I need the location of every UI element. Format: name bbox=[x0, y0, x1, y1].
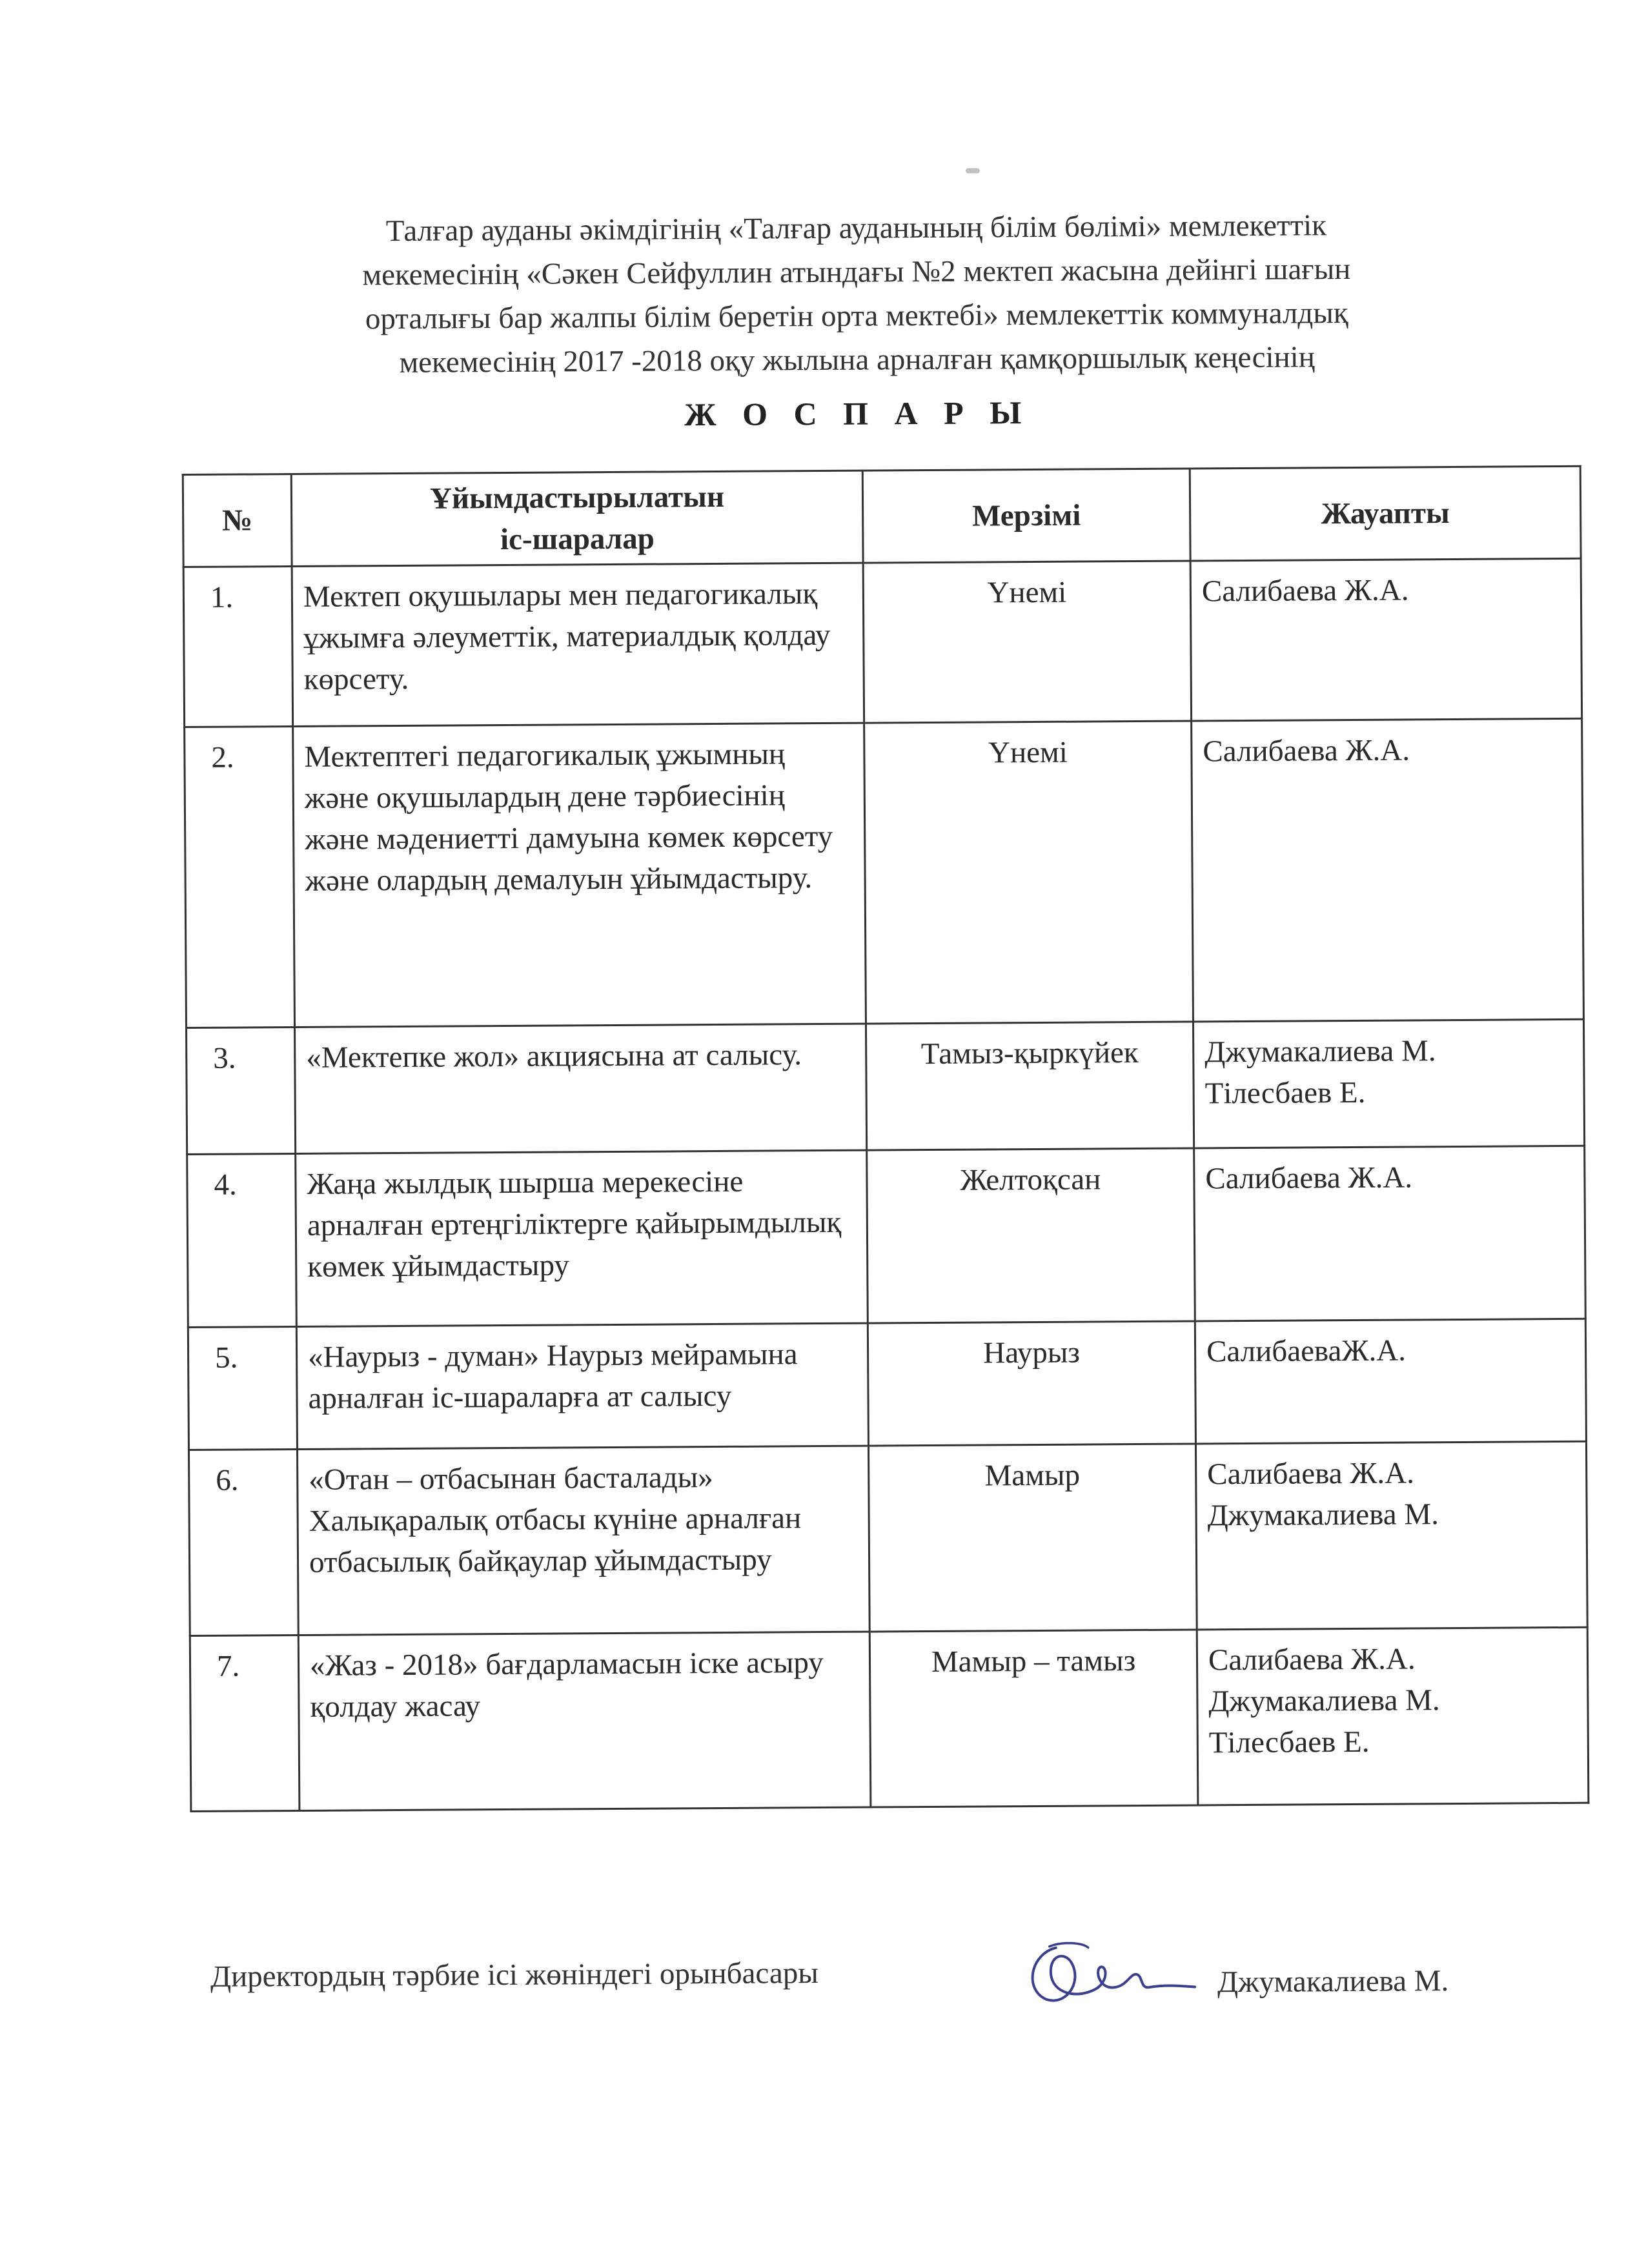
row-num: 3. bbox=[187, 1027, 296, 1154]
row-responsible: Салибаева Ж.А. bbox=[1194, 1146, 1586, 1321]
header-responsible: Жауапты bbox=[1190, 466, 1581, 561]
row-num: 1. bbox=[183, 567, 293, 727]
table-row bbox=[187, 1146, 1586, 1327]
row-activity: «Жаз - 2018» бағдарламасын іске асыру қолдау жасау bbox=[298, 1632, 871, 1810]
table-row bbox=[188, 1441, 1587, 1635]
plan-table bbox=[182, 465, 1590, 1812]
row-deadline: Мамыр – тамыз bbox=[869, 1630, 1198, 1807]
row-responsible: Салибаева Ж.А. bbox=[1192, 718, 1584, 1022]
table-row bbox=[190, 1627, 1589, 1811]
row-deadline: Тамыз-қыркүйек bbox=[866, 1022, 1194, 1150]
row-deadline: Мамыр bbox=[868, 1444, 1197, 1632]
row-deadline: Желтоқсан bbox=[867, 1148, 1195, 1323]
table-row bbox=[188, 1319, 1586, 1450]
row-num: 4. bbox=[187, 1153, 297, 1327]
row-deadline: Үнемі bbox=[864, 721, 1194, 1024]
row-num: 7. bbox=[190, 1635, 300, 1811]
row-responsible: Салибаева Ж.А. bbox=[1190, 558, 1582, 721]
row-num: 2. bbox=[185, 727, 295, 1028]
row-deadline: Наурыз bbox=[868, 1321, 1195, 1446]
row-deadline: Үнемі bbox=[863, 561, 1192, 723]
scan-speck bbox=[966, 168, 980, 173]
row-num: 5. bbox=[188, 1326, 297, 1450]
document-header bbox=[227, 203, 1487, 386]
row-activity: «Мектепке жол» акциясына ат салысу. bbox=[294, 1024, 866, 1153]
row-responsible: Салибаева Ж.А. Джумакалиева М. bbox=[1195, 1441, 1587, 1630]
table-row bbox=[185, 718, 1584, 1028]
row-activity: Жаңа жылдық шырша мерекесіне арналған ертеңгіліктерге қайырымдылық көмек ұйымдастыру bbox=[296, 1150, 868, 1326]
signatory-name: Джумакалиева М. bbox=[1217, 1964, 1449, 2000]
header-num: № bbox=[183, 474, 292, 567]
header-line-2: мекемесінің «Сәкен Сейфуллин атындағы №2 мектеп жасына дейінгі шағын bbox=[362, 252, 1351, 292]
row-activity: Мектептегі педагогикалық ұжымның және оқушылардың дене тәрбиесінің және мәдениетті дамуына көмек көрсету және олардың демалуын ұйымдастыру. bbox=[293, 723, 866, 1027]
row-responsible: Джумакалиева М. Тілесбаев Е. bbox=[1193, 1019, 1584, 1148]
signatory-position: Директордың тәрбие ісі жөніндегі орынбасары bbox=[210, 1956, 818, 1994]
row-num: 6. bbox=[188, 1449, 298, 1635]
row-activity: «Наурыз - думан» Наурыз мейрамына арналған іс-шараларға ат салысу bbox=[296, 1323, 868, 1449]
header-line-3: орталығы бар жалпы білім беретін орта мектебі» мемлекеттік коммуналдық bbox=[365, 296, 1348, 336]
row-activity: «Отан – отбасынан басталады» Халықаралық отбасы күніне арналған отбасылық байқаулар ұйымдастыру bbox=[297, 1446, 869, 1635]
signature-block bbox=[210, 1925, 1534, 2030]
row-responsible: СалибаеваЖ.А. bbox=[1195, 1319, 1586, 1444]
table-row bbox=[187, 1019, 1585, 1154]
header-activity: Ұйымдастырылатын іс-шаралар bbox=[291, 471, 863, 566]
table-header-row bbox=[183, 466, 1581, 567]
header-deadline: Мерзімі bbox=[862, 469, 1190, 563]
header-line-4: мекемесінің 2017 -2018 оқу жылына арналған қамқоршылық кеңесінің bbox=[399, 340, 1316, 380]
plan-title: Ж О С П А Р Ы bbox=[684, 394, 1031, 433]
row-responsible: Салибаева Ж.А. Джумакалиева М. Тілесбаев Е. bbox=[1197, 1627, 1589, 1805]
table-row bbox=[183, 558, 1581, 727]
row-activity: Мектеп оқушылары мен педагогикалық ұжымға әлеуметтік, материалдық қолдау көрсету. bbox=[292, 563, 864, 726]
header-line-1: Талғар ауданы әкімдігінің «Талғар ауданының білім бөлімі» мемлекеттік bbox=[385, 208, 1327, 248]
handwritten-signature bbox=[1011, 1927, 1199, 2019]
